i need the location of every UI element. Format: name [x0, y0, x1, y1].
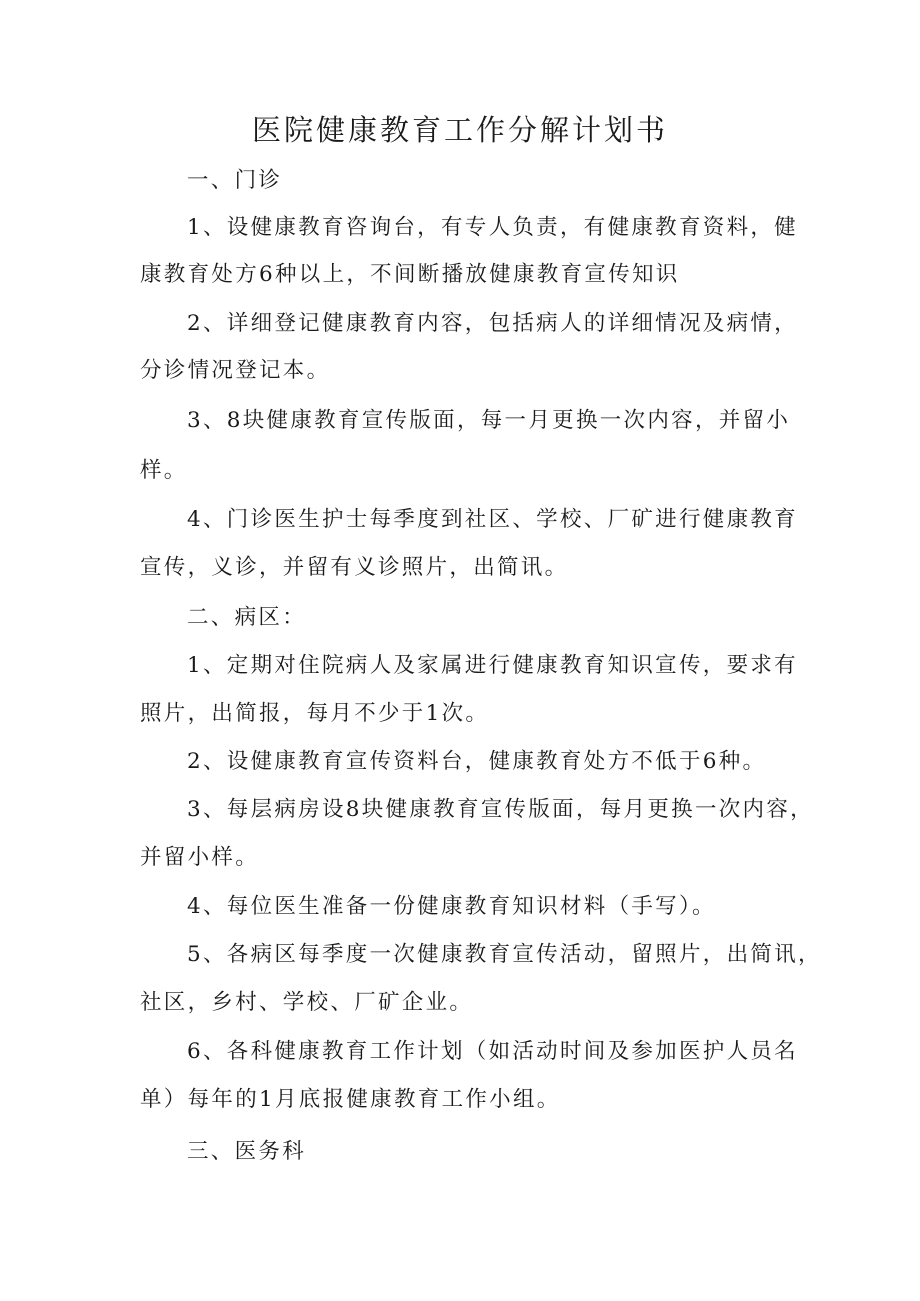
ward-item-1-line-1: 1、定期对住院病人及家属进行健康教育知识宣传，要求有 [187, 653, 798, 678]
ward-item-6-line-1: 6、各科健康教育工作计划（如活动时间及参加医护人员名 [187, 1039, 798, 1064]
ward-item-3-line-2: 并留小样。 [140, 845, 260, 870]
ward-item-2-line-1: 2、设健康教育宣传资料台，健康教育处方不低于6种。 [187, 749, 767, 774]
ward-item-4-line-1: 4、每位医生准备一份健康教育知识材料（手写）。 [187, 894, 716, 919]
outpatient-item-3-line-1: 3、8块健康教育宣传版面，每一月更换一次内容，并留小 [187, 408, 791, 433]
outpatient-item-1-line-2: 康教育处方6种以上，不间断播放健康教育宣传知识 [140, 262, 680, 287]
ward-item-1-line-2: 照片，出简报，每月不少于1次。 [140, 701, 490, 726]
outpatient-item-4-line-1: 4、门诊医生护士每季度到社区、学校、厂矿进行健康教育 [187, 507, 798, 532]
ward-item-6-line-2: 单）每年的1月底报健康教育工作小组。 [140, 1087, 561, 1112]
document-title: 医院健康教育工作分解计划书 [251, 113, 668, 147]
ward-item-5-line-1: 5、各病区每季度一次健康教育宣传活动，留照片，出简讯， [187, 942, 822, 967]
outpatient-item-1-line-1: 1、设健康教育咨询台，有专人负责，有健康教育资料，健 [187, 215, 798, 240]
section-heading-outpatient: 一、门诊 [187, 168, 283, 193]
outpatient-item-2-line-1: 2、详细登记健康教育内容，包括病人的详细情况及病情， [187, 311, 798, 336]
section-heading-medical-affairs: 三、医务科 [187, 1139, 307, 1164]
section-heading-wards: 二、病区： [187, 605, 307, 630]
outpatient-item-3-line-2: 样。 [140, 458, 188, 483]
outpatient-item-2-line-2: 分诊情况登记本。 [140, 358, 331, 383]
ward-item-3-line-1: 3、每层病房设8块健康教育宣传版面，每月更换一次内容， [187, 797, 814, 822]
ward-item-5-line-2: 社区，乡村、学校、厂矿企业。 [140, 990, 474, 1015]
outpatient-item-4-line-2: 宣传，义诊，并留有义诊照片，出简讯。 [140, 555, 569, 580]
